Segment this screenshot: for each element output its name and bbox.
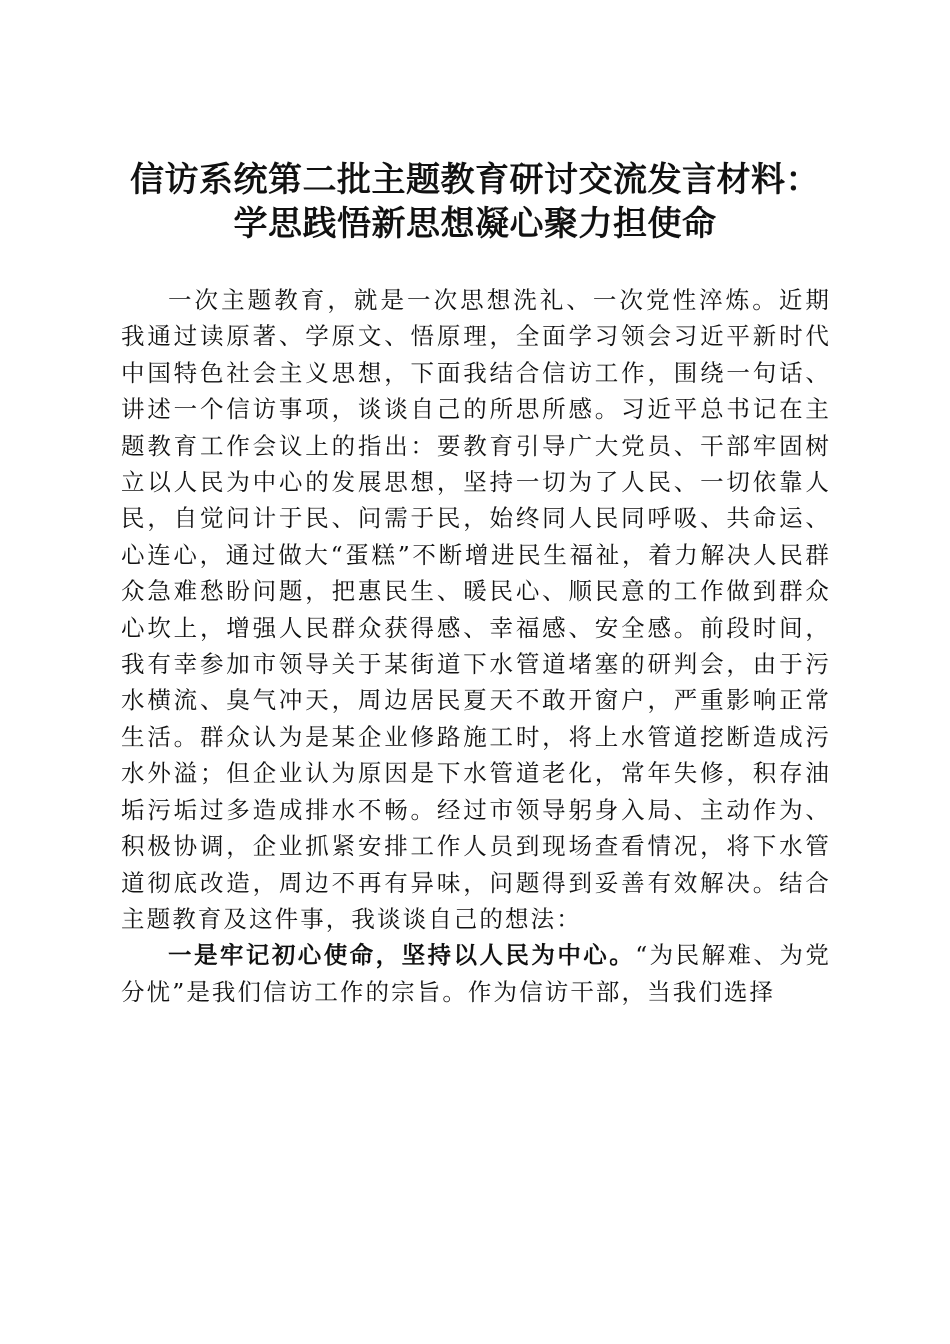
paragraph-intro-text: 一次主题教育，就是一次思想洗礼、一次党性淬炼。近期我通过读原著、学原文、悟原理，全面学习领会习近平新时代中国特色社会主义思想，下面我结合信访工作，围绕一句话、讲述一个信访事项，谈谈自己的所思所感。习近平总书记在主题教育工作会议上的指出：要教育引导广大党员、干部牢固树立以人民为中心的发展思想，坚持一切为了人民、一切依靠人民，自觉问计于民、问需于民，始终同人民同呼吸、共命运、心连心，通过做大“蛋糕”不断增进民生福祉，着力解决人民群众急难愁盼问题，把惠民生、暖民心、顺民意的工作做到群众心坎上，增强人民群众获得感、幸福感、安全感。前段时间，我有幸参加市领导关于某街道下水管道堵塞的研判会，由于污水横流、臭气冲天，周边居民夏天不敢开窗户，严重影响正常生活。群众认为是某企业修路施工时，将上水管道挖断造成污水外溢；但企业认为原因是下水管道老化，常年失修，积存油垢污垢过多造成排水不畅。经过市领导躬身入局、主动作为、积极协调，企业抓紧安排工作人员到现场查看情况，将下水管道彻底改造，周边不再有异味，问题得到妥善有效解决。结合主题教育及这件事，我谈谈自己的想法： <box>121 286 831 933</box>
point-one-text: “为民解难、为党分忧”是我们信访工作的宗旨。作为信访干部，当我们选择 <box>121 941 831 1006</box>
title-line-1: 信访系统第二批主题教育研讨交流发言材料： <box>130 159 820 200</box>
document-title <box>60 158 890 246</box>
paragraph-intro <box>121 282 831 937</box>
paragraph-point-one <box>121 937 831 1010</box>
document-body <box>121 282 831 1010</box>
title-line-2: 学思践悟新思想凝心聚力担使命 <box>233 203 717 244</box>
point-one-heading: 一是牢记初心使命，坚持以人民为中心。 <box>168 941 636 970</box>
